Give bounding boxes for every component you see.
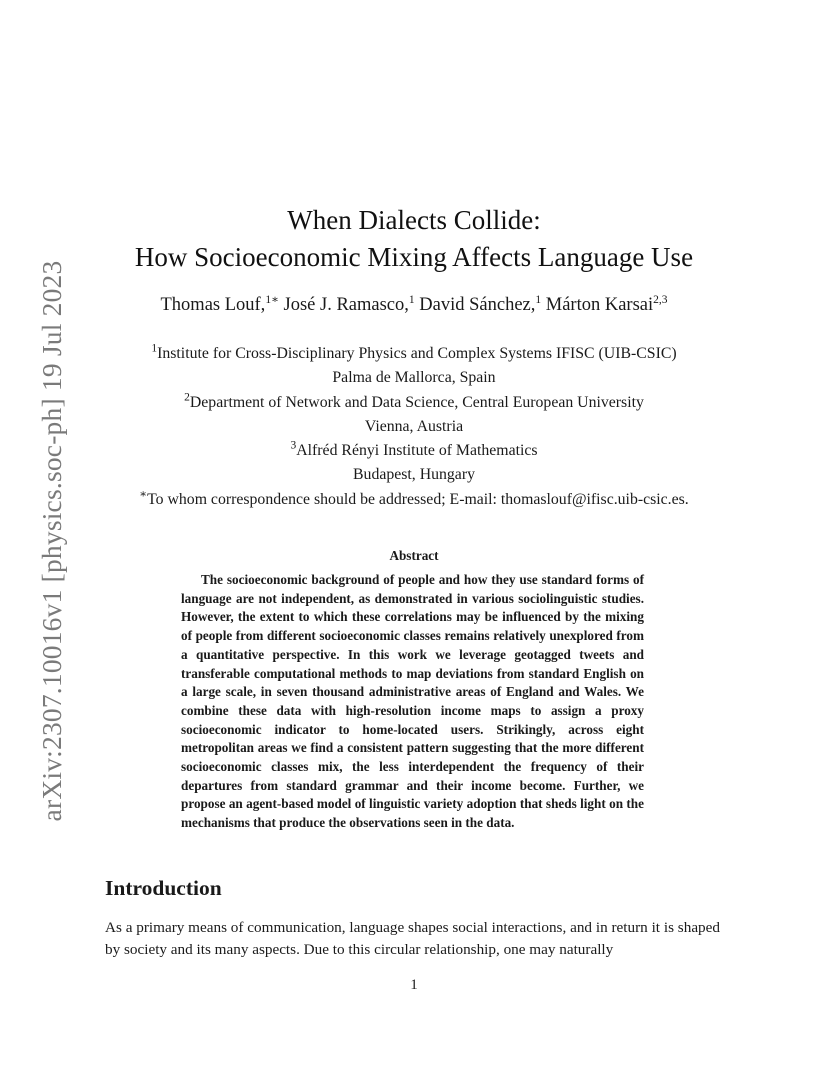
affiliation-3-location: Budapest, Hungary: [353, 466, 475, 484]
author-affiliation-mark: 1: [408, 293, 415, 306]
author-affiliation-mark: 2,3: [653, 293, 668, 306]
correspondence-mark: ∗: [139, 488, 148, 501]
affiliation-name: Alfréd Rényi Institute of Mathematics: [296, 442, 538, 460]
correspondence-text: To whom correspondence should be addressed; E-mail: thomaslouf@ifisc.uib-csic.es.: [147, 490, 689, 508]
correspondence-note: [0, 488, 828, 512]
affiliations: [0, 342, 828, 512]
author-name: José J. Ramasco,: [283, 295, 409, 315]
affiliation-3: [0, 439, 828, 463]
title-line-1: When Dialects Collide:: [287, 205, 541, 235]
affiliation-1-location: Palma de Mallorca, Spain: [332, 369, 496, 387]
affiliation-mark: 3: [290, 439, 297, 452]
abstract-text: The socioeconomic background of people and how they use standard forms of language are not independent, as demonstrated in various sociolinguistic studies. However, the extent to which these correlations may be influenced by the mixing of people from different socioeconomic classes remains relatively unexplored from a quantitative perspective. In this work we leverage geotagged tweets and transferable computational methods to map deviations from standard English on a large scale, in seven thousand administrative areas of England and Wales. We combine these data with high-resolution income maps to assign a proxy socioeconomic indicator to home-located users. Strikingly, across eight metropolitan areas we find a consistent pattern suggesting that the more different socioeconomic classes mix, the less interdependent the frequency of their departures from standard grammar and their income become. Further, we propose an agent-based model of linguistic variety adoption that sheds light on the mechanisms that produce the observations seen in the data.: [181, 572, 644, 831]
title-line-2: How Socioeconomic Mixing Affects Language Use: [134, 242, 694, 272]
affiliation-mark: 1: [151, 342, 158, 355]
author-name: Thomas Louf,: [160, 295, 266, 315]
author-list: [0, 292, 828, 318]
author-name: Márton Karsai: [545, 295, 654, 315]
affiliation-name: Institute for Cross-Disciplinary Physics and Complex Systems IFISC (UIB-CSIC): [157, 345, 677, 362]
author-name: David Sánchez,: [419, 295, 536, 315]
arxiv-identifier: arXiv:2307.10016v1 [physics.soc-ph] 19 Jul 2023: [36, 260, 67, 822]
affiliation-2-location: Vienna, Austria: [364, 417, 464, 435]
affiliation-mark: 2: [184, 391, 190, 404]
paper-title: [0, 202, 828, 276]
introduction-heading: Introduction: [105, 876, 222, 900]
author-affiliation-mark: 1: [535, 293, 542, 306]
affiliation-1: [0, 342, 828, 366]
affiliation-2: [0, 391, 828, 415]
affiliation-name: Department of Network and Data Science, Central European University: [189, 393, 644, 411]
introduction-text: As a primary means of communication, language shapes social interactions, and in return it is shaped by society and its many aspects. Due to this circular relationship, one may naturally: [105, 919, 720, 958]
page-number: 1: [410, 977, 418, 993]
author-affiliation-mark: 1∗: [265, 293, 279, 306]
abstract-heading: Abstract: [389, 548, 439, 563]
